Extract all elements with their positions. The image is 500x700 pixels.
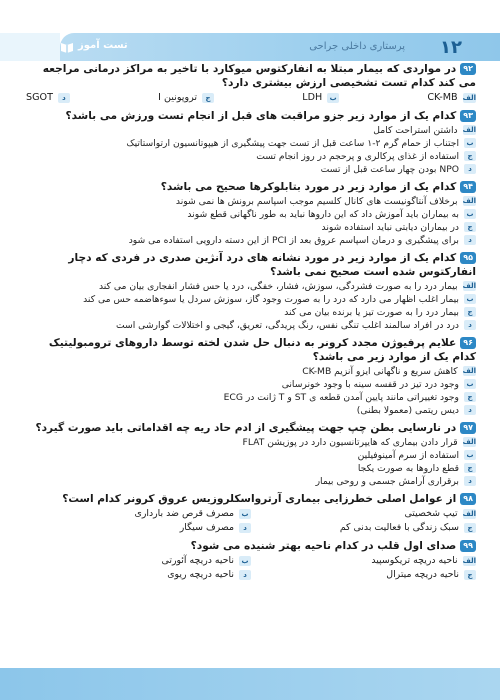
option-item[interactable]	[158, 91, 214, 105]
option-item[interactable]	[26, 91, 70, 105]
question-text: در نارسایی بطن چپ جهت پیشگیری از ادم حاد ریه چه اقداماتی باید صورت گیرد؟	[35, 422, 457, 434]
chapter-title: پرستاری داخلی جراحی	[309, 41, 405, 52]
option-key-badge: الف	[462, 557, 476, 565]
option-text: LDH	[302, 92, 323, 103]
option-item[interactable]	[26, 208, 476, 221]
question-1	[26, 109, 476, 123]
options-row	[26, 507, 476, 521]
question-number-badge: ۹۹	[460, 540, 476, 552]
option-text: مصرف سیگار	[179, 522, 234, 533]
option-item[interactable]	[251, 568, 476, 582]
option-item[interactable]	[26, 234, 476, 247]
options-row	[26, 521, 476, 535]
option-text: وجود تغییراتی مانند پایین آمدن قطعه ی ST و T ژانت در ECG	[223, 392, 459, 403]
option-key-badge: ج	[202, 93, 214, 103]
option-text: تیپ شخصیتی	[404, 508, 458, 519]
options-group	[26, 91, 476, 105]
option-item[interactable]	[251, 521, 476, 535]
option-text: به بیماران باید آموزش داد که این داروها نباید به طور ناگهانی قطع شوند	[187, 209, 459, 220]
option-key-badge: ب	[464, 379, 476, 389]
question-2	[26, 180, 476, 194]
options-group	[26, 365, 476, 417]
option-key-badge: ب	[239, 509, 251, 519]
option-item[interactable]	[26, 462, 476, 475]
option-text: سبک زندگی با فعالیت بدنی کم	[339, 522, 459, 533]
option-item[interactable]	[26, 221, 476, 234]
page-number: ۱۲	[440, 37, 462, 58]
option-item[interactable]	[26, 436, 476, 449]
option-key-badge: د	[464, 320, 476, 330]
option-text: درد در افراد سالمند اغلب تنگی نفس، رنگ پریدگی، تعریق، گیجی و اختلالات گوارشی است	[115, 320, 459, 331]
option-key-badge: ب	[464, 450, 476, 460]
option-item[interactable]	[26, 124, 476, 137]
question-text: از عوامل اصلی خطرزایی بیماری آرترواسکلروزیس عروق کرونر کدام است؟	[62, 493, 457, 505]
question-text: در مواردی که بیمار مبتلا به انفارکتوس میوکارد با تاخیر به مراکز درمانی مراجعه می کند کدام تست تشخیصی ارزش بیشتری دارد؟	[42, 63, 476, 89]
option-item[interactable]	[26, 568, 251, 582]
option-item[interactable]	[427, 91, 476, 105]
question-text: کدام یک از موارد زیر در مورد نشانه های درد آنژین صدری در فردی که دچار انفارکتوس شده است صحیح نمی باشد؟	[68, 252, 476, 278]
option-key-badge: ج	[464, 307, 476, 317]
option-key-badge: الف	[462, 438, 476, 446]
question-number-badge: ۹۷	[460, 422, 476, 434]
option-text: مصرف قرص ضد بارداری	[134, 508, 234, 519]
question-number-badge: ۹۶	[460, 337, 476, 349]
option-key-badge: د	[464, 164, 476, 174]
option-text: اجتناب از حمام گرم ۲-۱ ساعت قبل از تست جهت پیشگیری از هیپوتانسیون ارتواستاتیک	[126, 138, 459, 149]
option-key-badge: ب	[239, 556, 251, 566]
option-text: CK-MB	[427, 92, 458, 103]
option-key-badge: الف	[462, 197, 476, 205]
option-key-badge: ج	[464, 392, 476, 402]
option-key-badge: د	[464, 235, 476, 245]
option-item[interactable]	[26, 163, 476, 176]
book-logo-icon	[60, 41, 74, 53]
option-text: تروپونین I	[158, 92, 198, 103]
option-item[interactable]	[302, 91, 339, 105]
option-text: قرار دادن بیماری که هایپرتانسیون دارد در پوزیشن FLAT	[242, 437, 458, 448]
option-item[interactable]	[26, 378, 476, 391]
option-key-badge: ب	[464, 138, 476, 148]
options-row	[26, 568, 476, 582]
option-item[interactable]	[26, 475, 476, 488]
option-text: برقراری آرامش جسمی و روحی بیمار	[315, 476, 459, 487]
options-group	[26, 507, 476, 535]
option-item[interactable]	[26, 507, 251, 521]
page-header	[0, 0, 500, 62]
option-item[interactable]	[251, 554, 476, 568]
option-item[interactable]	[26, 293, 476, 306]
question-text: صدای اول قلب در کدام ناحیه بهتر شنیده می شود؟	[190, 540, 457, 552]
options-group	[26, 436, 476, 488]
option-text: وجود درد تیز در قفسه سینه با وجود خونرسانی	[281, 379, 459, 390]
option-text: دیس ریتمی (معمولا بطنی)	[356, 405, 459, 416]
option-item[interactable]	[26, 195, 476, 208]
question-6	[26, 492, 476, 506]
options-row	[26, 554, 476, 568]
question-text: کدام یک از موارد زیر جزو مراقبت های قبل از انجام تست ورزش می باشد؟	[65, 110, 457, 122]
question-3	[26, 251, 476, 279]
option-item[interactable]	[26, 365, 476, 378]
options-group	[26, 554, 476, 582]
option-text: در بیماران دیابتی نباید استفاده شوند	[321, 222, 459, 233]
option-item[interactable]	[26, 391, 476, 404]
option-text: استفاده از سرم آمینوفیلین	[357, 450, 459, 461]
question-text: علایم پرفیوژن مجدد کرونر به دنبال حل شدن لخته توسط داروهای ترومبولیتیک کدام یک از موارد زیر می باشد؟	[48, 337, 476, 363]
option-key-badge: ب	[327, 93, 339, 103]
option-item[interactable]	[26, 404, 476, 417]
option-key-badge: ب	[464, 209, 476, 219]
question-text: کدام یک از موارد زیر در مورد بتابلوکرها صحیح می باشد؟	[160, 181, 457, 193]
brand-name: تست آموز	[78, 40, 128, 51]
option-key-badge: د	[58, 93, 70, 103]
option-key-badge: ج	[464, 463, 476, 473]
option-item[interactable]	[26, 319, 476, 332]
option-text: برخلاف آنتاگونیست های کانال کلسیم موجب اسپاسم برونش ها نمی شوند	[175, 196, 458, 207]
questions-content	[26, 62, 476, 667]
option-key-badge: ج	[464, 523, 476, 533]
option-item[interactable]	[26, 137, 476, 150]
option-key-badge: د	[239, 570, 251, 580]
option-item[interactable]	[26, 521, 251, 535]
option-key-badge: الف	[462, 94, 476, 102]
question-4	[26, 336, 476, 364]
header-left-cap	[0, 33, 60, 61]
option-key-badge: د	[464, 405, 476, 415]
question-number-badge: ۹۴	[460, 181, 476, 193]
options-group	[26, 280, 476, 332]
option-item[interactable]	[26, 280, 476, 293]
question-number-badge: ۹۲	[460, 63, 476, 75]
option-key-badge: ج	[464, 222, 476, 232]
option-key-badge: د	[239, 523, 251, 533]
option-text: SGOT	[26, 92, 53, 103]
option-text: ناحیه دریچه ریوی	[167, 569, 234, 580]
option-key-badge: ج	[464, 151, 476, 161]
option-text: کاهش سریع و ناگهانی ایزو آنزیم CK-MB	[302, 366, 458, 377]
option-key-badge: الف	[462, 126, 476, 134]
option-text: بیمار درد را به صورت تیز یا برنده بیان می کند	[284, 307, 459, 318]
question-0	[26, 62, 476, 90]
option-key-badge: الف	[462, 367, 476, 375]
question-number-badge: ۹۳	[460, 110, 476, 122]
option-text: برای پیشگیری و درمان اسپاسم عروق بعد از PCI از این دسته دارویی استفاده می شود	[128, 235, 459, 246]
option-key-badge: الف	[462, 510, 476, 518]
option-item[interactable]	[26, 554, 251, 568]
question-7	[26, 539, 476, 553]
option-item[interactable]	[26, 150, 476, 163]
option-key-badge: ب	[464, 294, 476, 304]
footer-band	[0, 668, 500, 700]
question-number-badge: ۹۸	[460, 493, 476, 505]
question-number-badge: ۹۵	[460, 252, 476, 264]
option-item[interactable]	[26, 306, 476, 319]
option-text: داشتن استراحت کامل	[373, 125, 458, 136]
options-group	[26, 124, 476, 176]
options-group	[26, 195, 476, 247]
option-item[interactable]	[26, 449, 476, 462]
option-key-badge: د	[464, 476, 476, 486]
question-5	[26, 421, 476, 435]
option-item[interactable]	[251, 507, 476, 521]
option-text: قطع داروها به صورت یکجا	[357, 463, 459, 474]
option-text: بیمار اغلب اظهار می دارد که درد را به صورت وجود گاز، سوزش سردل یا سوءهاضمه حس می کند	[83, 294, 459, 305]
option-key-badge: الف	[462, 282, 476, 290]
option-text: ناحیه دریچه آئورتی	[161, 555, 234, 566]
option-text: ناحیه دریچه میترال	[386, 569, 459, 580]
option-text: بیمار درد را به صورت فشردگی، سوزش، فشار، خفگی، درد یا حس فشار انفجاری بیان می کند	[98, 281, 458, 292]
option-text: NPO بودن چهار ساعت قبل از تست	[320, 164, 459, 175]
option-text: استفاده از غذای پرکالری و پرحجم در روز انجام تست	[256, 151, 459, 162]
option-key-badge: ج	[464, 570, 476, 580]
option-text: ناحیه دریچه تریکوسپید	[371, 555, 458, 566]
